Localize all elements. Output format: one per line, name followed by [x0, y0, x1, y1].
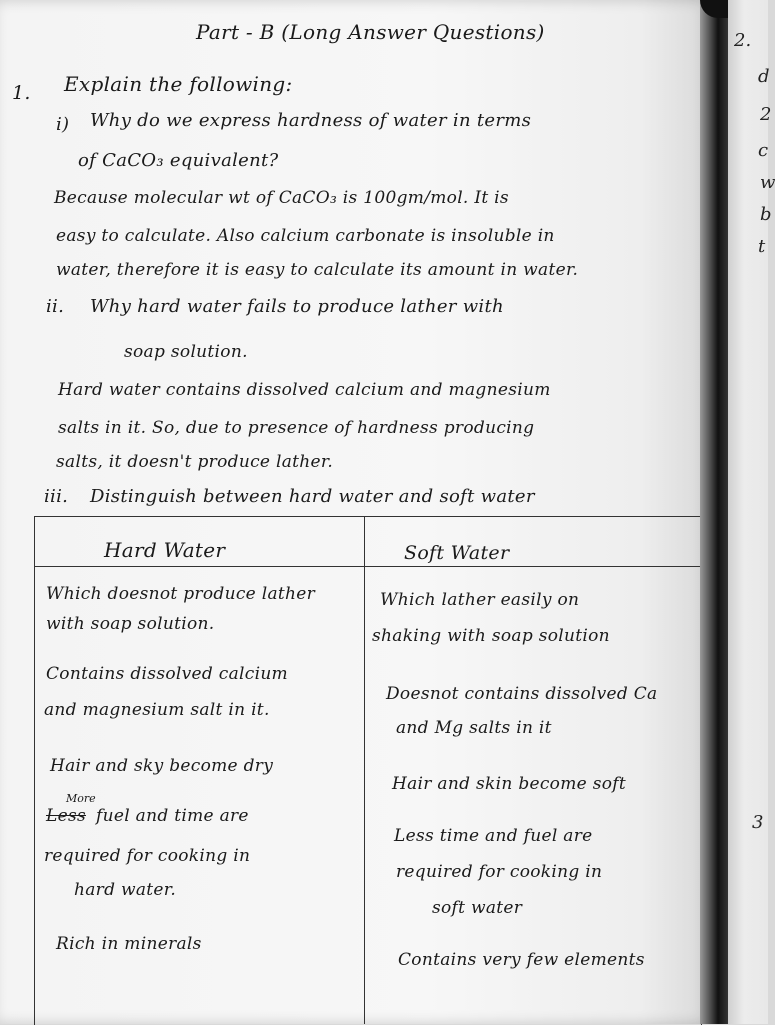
notebook-binding: [700, 0, 730, 1024]
adjacent-page: [728, 0, 775, 1024]
part-i-answer-line1: Because molecular wt of CaCO₃ is 100gm/mol. It is: [54, 188, 509, 208]
part-i-answer-line3: water, therefore it is easy to calculate its amount in water.: [56, 260, 579, 280]
hard-row4-correction: More: [66, 792, 96, 805]
table-header-rule: [34, 566, 700, 567]
hard-row4-struck-word: Less: [46, 806, 86, 826]
soft-row1-line1: Which lather easily on: [380, 590, 580, 610]
hard-row2-line1: Contains dissolved calcium: [46, 664, 288, 684]
hard-row1-line1: Which doesnot produce lather: [46, 584, 316, 604]
part-i-answer-line2: easy to calculate. Also calcium carbonate is insoluble in: [56, 226, 555, 246]
hard-row1-line2: with soap solution.: [46, 614, 215, 634]
header-soft-water: Soft Water: [404, 542, 510, 564]
margin-text-2: d: [758, 66, 770, 87]
part-iii-label: iii.: [44, 486, 69, 507]
margin-text-5: w: [760, 172, 775, 193]
question-prompt: Explain the following:: [64, 72, 293, 96]
soft-row4-line1: Less time and fuel are: [394, 826, 593, 846]
soft-row2-line1: Doesnot contains dissolved Ca: [386, 684, 658, 704]
part-i-question-line1: Why do we express hardness of water in terms: [90, 110, 532, 131]
part-ii-answer-line3: salts, it doesn't produce lather.: [56, 452, 334, 472]
margin-text-8: 3: [752, 812, 764, 833]
part-ii-label: ii.: [46, 296, 65, 317]
soft-row2-line2: and Mg salts in it: [396, 718, 552, 738]
margin-text-3: 2: [760, 104, 772, 125]
part-iii-question-line1: Distinguish between hard water and soft water: [90, 486, 535, 507]
soft-row3: Hair and skin become soft: [392, 774, 626, 794]
question-number: 1.: [12, 82, 31, 104]
margin-text-6: b: [760, 204, 772, 225]
page-title: Part - B (Long Answer Questions): [196, 20, 545, 44]
soft-row5: Contains very few elements: [398, 950, 645, 970]
soft-row4-line3: soft water: [432, 898, 523, 918]
hard-row2-line2: and magnesium salt in it.: [44, 700, 270, 720]
margin-text-1: 2.: [734, 30, 752, 51]
table-column-divider: [364, 516, 365, 1024]
margin-text-4: c: [758, 140, 769, 161]
header-hard-water: Hard Water: [104, 538, 226, 562]
part-i-label: i): [56, 114, 70, 135]
hard-row4-line3: hard water.: [74, 880, 177, 900]
hard-row5: Rich in minerals: [56, 934, 202, 954]
hard-row4-line1: fuel and time are: [96, 806, 249, 826]
hard-row3: Hair and sky become dry: [50, 756, 274, 776]
part-ii-question-line2: soap solution.: [124, 342, 248, 362]
hard-row4-line2: required for cooking in: [44, 846, 251, 866]
soft-row1-line2: shaking with soap solution: [372, 626, 610, 646]
part-ii-answer-line1: Hard water contains dissolved calcium and magnesium: [58, 380, 551, 400]
soft-row4-line2: required for cooking in: [396, 862, 603, 882]
part-ii-question-line1: Why hard water fails to produce lather with: [90, 296, 504, 317]
margin-text-7: t: [758, 236, 766, 257]
part-i-question-line2: of CaCO₃ equivalent?: [78, 150, 279, 171]
part-ii-answer-line2: salts in it. So, due to presence of hardness producing: [58, 418, 535, 438]
